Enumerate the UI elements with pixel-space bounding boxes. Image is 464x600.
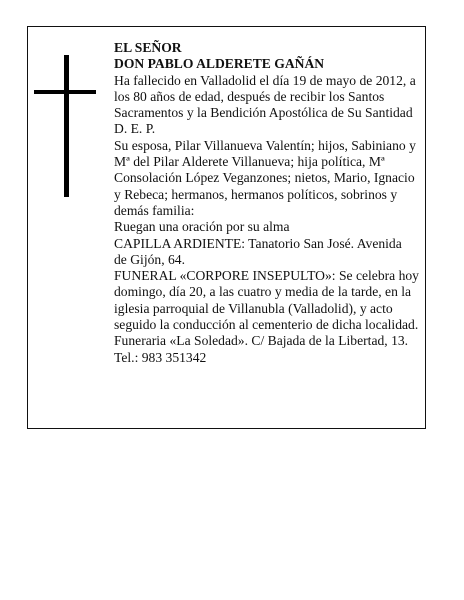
text-line: seguido la conducción al cementerio de dicha localidad. bbox=[114, 317, 419, 333]
deceased-name: DON PABLO ALDERETE GAÑÁN bbox=[114, 56, 325, 72]
text-line: Ha fallecido en Valladolid el día 19 de mayo de 2012, a bbox=[114, 72, 416, 88]
text-line: FUNERAL «CORPORE INSEPULTO»: Se celebra hoy bbox=[114, 268, 419, 284]
text-line: domingo, día 20, a las cuatro y media de la tarde, en la bbox=[114, 284, 412, 300]
obituary-text bbox=[114, 40, 420, 366]
text-line: Ruegan una oración por su alma bbox=[114, 219, 290, 235]
text-line: demás familia: bbox=[114, 202, 195, 218]
cross-icon bbox=[34, 55, 96, 197]
text-line: iglesia parroquial de Villanubla (Valladolid), y acto bbox=[114, 300, 393, 316]
text-line: CAPILLA ARDIENTE: Tanatorio San José. Avenida bbox=[114, 235, 402, 251]
cross-vertical-bar bbox=[64, 55, 69, 197]
text-line: Sacramentos y la Bendición Apostólica de Su Santidad bbox=[114, 105, 413, 121]
text-line: Consolación López Veganzones; nietos, Mario, Ignacio bbox=[114, 170, 415, 186]
text-line: Tel.: 983 351342 bbox=[114, 349, 207, 365]
text-line: y Rebeca; hermanos, hermanos políticos, sobrinos y bbox=[114, 186, 398, 202]
text-line: D. E. P. bbox=[114, 121, 156, 137]
text-line: los 80 años de edad, después de recibir los Santos bbox=[114, 88, 385, 104]
text-line: Funeraria «La Soledad». C/ Bajada de la Libertad, 13. bbox=[114, 333, 409, 349]
text-line: Su esposa, Pilar Villanueva Valentín; hijos, Sabiniano y bbox=[114, 137, 416, 153]
cross-horizontal-bar bbox=[34, 90, 96, 94]
text-line: Mª del Pilar Alderete Villanueva; hija política, Mª bbox=[114, 154, 385, 170]
text-line: de Gijón, 64. bbox=[114, 251, 185, 267]
notice-title: EL SEÑOR bbox=[114, 40, 182, 55]
